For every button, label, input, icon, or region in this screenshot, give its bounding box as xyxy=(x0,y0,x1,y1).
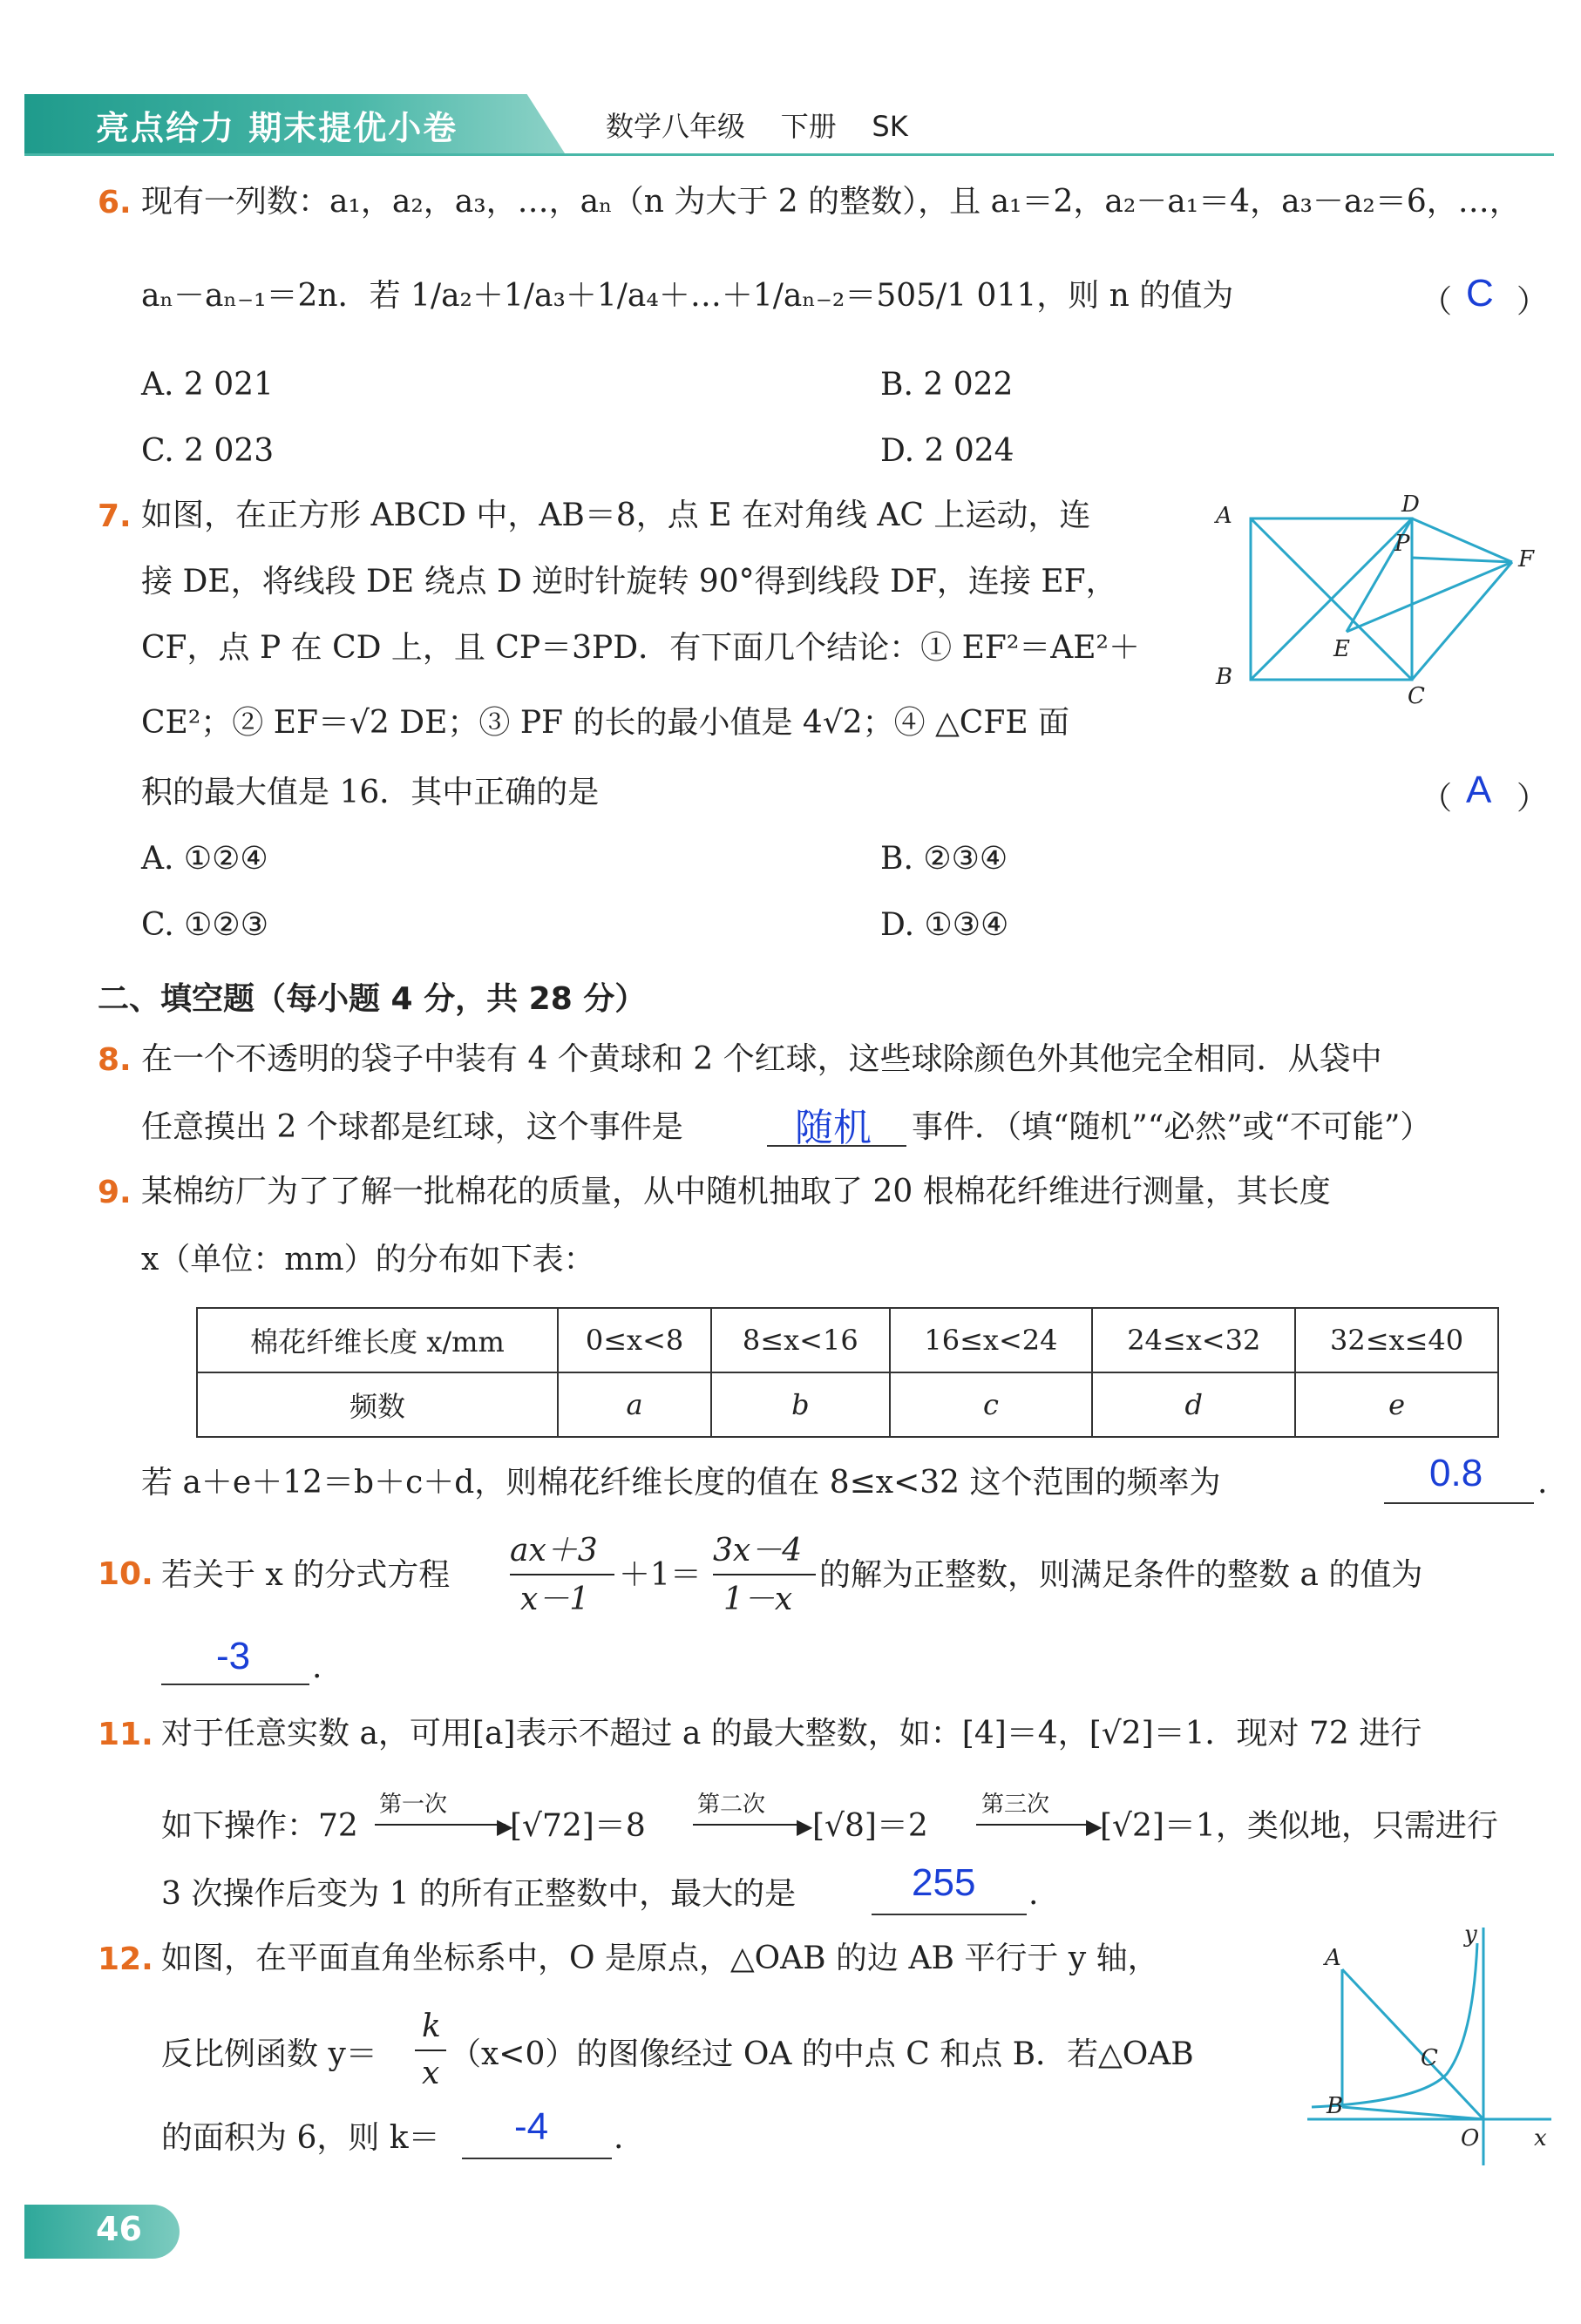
q10-frac1-bar xyxy=(510,1574,614,1575)
q12-coordinate-figure xyxy=(1299,1917,1560,2170)
table-header-cell: 0≤x<8 xyxy=(558,1308,711,1372)
header-subtitle: 数学八年级 下册 SK xyxy=(606,110,908,143)
q12-line2a: 反比例函数 y＝ xyxy=(161,2036,377,2072)
table-cell: 频数 xyxy=(197,1372,558,1437)
table-header-cell: 16≤x<24 xyxy=(890,1308,1093,1372)
label-d: D xyxy=(1401,491,1420,518)
table-cell: e xyxy=(1295,1372,1498,1437)
q7-line5: 积的最大值是 16．其中正确的是 xyxy=(141,775,600,810)
table-header-cell: 32≤x≤40 xyxy=(1295,1308,1498,1372)
segment-df xyxy=(1412,518,1512,562)
q12-end: . xyxy=(614,2120,624,2156)
label-x: x xyxy=(1534,2125,1547,2151)
q7-answer: A xyxy=(1466,769,1492,811)
q7-paren-close: ） xyxy=(1517,781,1549,816)
q12-frac-bar xyxy=(415,2050,446,2051)
label-o: O xyxy=(1461,2125,1480,2151)
q11-res3: [√2]＝1，类似地，只需进行 xyxy=(1100,1808,1498,1844)
q11-line2-pre: 如下操作：72 xyxy=(161,1808,358,1844)
q6-answer: C xyxy=(1466,272,1494,315)
q11-res1: [√72]＝8 xyxy=(510,1808,646,1844)
q9-line1: 某棉纺厂为了了解一批棉花的质量，从中随机抽取了 20 根棉花纤维进行测量，其长度 xyxy=(141,1174,1331,1209)
segment-ef xyxy=(1347,562,1512,632)
q11-answer: 255 xyxy=(912,1861,976,1904)
q6-paren-open: （ xyxy=(1421,284,1453,320)
section-2-title: 二、填空题（每小题 4 分，共 28 分） xyxy=(98,981,647,1017)
q7-line3: CF，点 P 在 CD 上，且 CP＝3PD．有下面几个结论：① EF²＝AE²＋ xyxy=(141,630,1140,666)
q8-line2a: 任意摸出 2 个球都是红球，这个事件是 xyxy=(141,1109,683,1145)
q6-option-a: A. 2 021 xyxy=(141,367,274,403)
table-header-cell: 24≤x<32 xyxy=(1092,1308,1295,1372)
q10-line1a: 若关于 x 的分式方程 xyxy=(161,1557,451,1593)
arrowhead-icon: ▶ xyxy=(797,1814,813,1839)
label-c: C xyxy=(1408,683,1425,709)
label-a: A xyxy=(1216,503,1232,529)
q10-frac1-num: ax＋3 xyxy=(510,1533,598,1569)
q9-line2: x（单位：mm）的分布如下表： xyxy=(141,1242,595,1277)
q9-answer: 0.8 xyxy=(1429,1452,1483,1494)
q7-option-d: D. ①③④ xyxy=(880,907,1009,943)
q8-answer: 随机 xyxy=(795,1107,872,1149)
label-c: C xyxy=(1421,2045,1438,2071)
q10-end: . xyxy=(312,1650,322,1685)
label-e: E xyxy=(1333,636,1350,662)
q12-line1: 如图，在平面直角坐标系中，O 是原点，△OAB 的边 AB 平行于 y 轴， xyxy=(161,1941,1159,1976)
q10-frac2-den: 1－x xyxy=(723,1582,793,1617)
q12-answer: -4 xyxy=(514,2105,549,2148)
q9-end: . xyxy=(1537,1465,1548,1501)
table-cell: b xyxy=(711,1372,889,1437)
q6-option-c: C. 2 023 xyxy=(141,433,275,469)
q10-frac2-bar xyxy=(713,1574,816,1575)
q6-line1: 现有一列数：a₁，a₂，a₃，…，aₙ（n 为大于 2 的整数），且 a₁＝2，a₂－a₁＝4，a₃－a₂＝6，…， xyxy=(141,184,1521,220)
page-number: 46 xyxy=(96,2210,142,2248)
table-cell: d xyxy=(1092,1372,1295,1437)
q9-frequency-table xyxy=(196,1307,1499,1438)
q8-line2b: 事件．（填“随机”“必然”或“不可能”） xyxy=(912,1109,1432,1145)
q10-frac2-num: 3x－4 xyxy=(713,1533,803,1569)
header-rule xyxy=(24,153,1554,156)
q11-number: 11. xyxy=(98,1717,153,1752)
q7-paren-open: （ xyxy=(1421,781,1453,816)
q6-option-d: D. 2 024 xyxy=(880,433,1014,469)
q8-number: 8. xyxy=(98,1042,132,1078)
q10-number: 10. xyxy=(98,1556,153,1592)
q11-step2-label: 第二次 xyxy=(697,1792,766,1818)
q7-line4: CE²；② EF＝√2 DE；③ PF 的长的最小值是 4√2；④ △CFE 面 xyxy=(141,705,1070,741)
q8-line1: 在一个不透明的袋子中装有 4 个黄球和 2 个红球，这些球除颜色外其他完全相同．从袋中 xyxy=(141,1041,1382,1077)
label-p: P xyxy=(1394,531,1410,557)
table-header-cell: 8≤x<16 xyxy=(711,1308,889,1372)
q11-line1: 对于任意实数 a，可用[a]表示不超过 a 的最大整数，如：[4]＝4，[√2]＝1．现对 72 进行 xyxy=(161,1716,1422,1751)
q11-arrow3 xyxy=(976,1824,1094,1826)
q9-line3: 若 a＋e＋12＝b＋c＋d，则棉花纤维长度的值在 8≤x<32 这个范围的频率为 xyxy=(141,1465,1221,1501)
label-y: y xyxy=(1464,1921,1477,1948)
q11-step3-label: 第三次 xyxy=(981,1792,1050,1818)
q9-number: 9. xyxy=(98,1175,132,1210)
q7-option-c: C. ①②③ xyxy=(141,907,268,943)
q11-line3: 3 次操作后变为 1 的所有正整数中，最大的是 xyxy=(161,1876,797,1912)
q7-option-a: A. ①②④ xyxy=(141,841,268,877)
q12-frac-num: k xyxy=(422,2009,441,2044)
label-a: A xyxy=(1325,1945,1341,1971)
q11-res2: [√8]＝2 xyxy=(812,1808,928,1844)
q11-step1-label: 第一次 xyxy=(379,1792,448,1818)
q6-option-b: B. 2 022 xyxy=(880,367,1014,403)
arrowhead-icon: ▶ xyxy=(1086,1814,1103,1839)
label-b: B xyxy=(1327,2093,1344,2119)
table-header-row xyxy=(197,1308,1498,1372)
q7-line2: 接 DE，将线段 DE 绕点 D 逆时针旋转 90°得到线段 DF，连接 EF， xyxy=(141,564,1117,600)
label-b: B xyxy=(1216,664,1233,690)
header-title: 亮点给力 期末提优小卷 xyxy=(96,109,458,147)
q6-number: 6. xyxy=(98,185,132,220)
q7-option-b: B. ②③④ xyxy=(880,841,1008,877)
segment-ob xyxy=(1342,2107,1483,2119)
q12-frac-den: x xyxy=(422,2056,440,2091)
q12-line3: 的面积为 6，则 k＝ xyxy=(161,2120,440,2156)
q6-line2: aₙ－aₙ₋₁＝2n．若 1/a₂＋1/a₃＋1/a₄＋…＋1/aₙ₋₂＝505/1 011，则 n 的值为 xyxy=(141,278,1234,314)
table-cell: a xyxy=(558,1372,711,1437)
q12-line2b: （x<0）的图像经过 OA 的中点 C 和点 B．若△OAB xyxy=(450,2036,1194,2072)
table-header-cell: 棉花纤维长度 x/mm xyxy=(197,1308,558,1372)
table-cell: c xyxy=(890,1372,1093,1437)
q11-end: . xyxy=(1028,1876,1039,1912)
q10-answer: -3 xyxy=(216,1635,251,1677)
q6-paren-close: ） xyxy=(1517,284,1549,320)
arrowhead-icon: ▶ xyxy=(497,1814,513,1839)
segment-pf xyxy=(1412,558,1512,562)
q7-line1: 如图，在正方形 ABCD 中，AB＝8，点 E 在对角线 AC 上运动，连 xyxy=(141,498,1091,533)
table-row xyxy=(197,1372,1498,1437)
q12-number: 12. xyxy=(98,1941,153,1977)
q7-number: 7. xyxy=(98,498,132,534)
q10-line1b: 的解为正整数，则满足条件的整数 a 的值为 xyxy=(819,1557,1423,1593)
segment-cf xyxy=(1412,562,1512,680)
label-f: F xyxy=(1518,546,1535,573)
q10-mid: ＋1＝ xyxy=(619,1557,702,1593)
q11-arrow1 xyxy=(375,1824,506,1826)
q10-frac1-den: x－1 xyxy=(520,1582,590,1617)
q7-square-figure xyxy=(1211,488,1560,715)
q11-arrow2 xyxy=(693,1824,804,1826)
